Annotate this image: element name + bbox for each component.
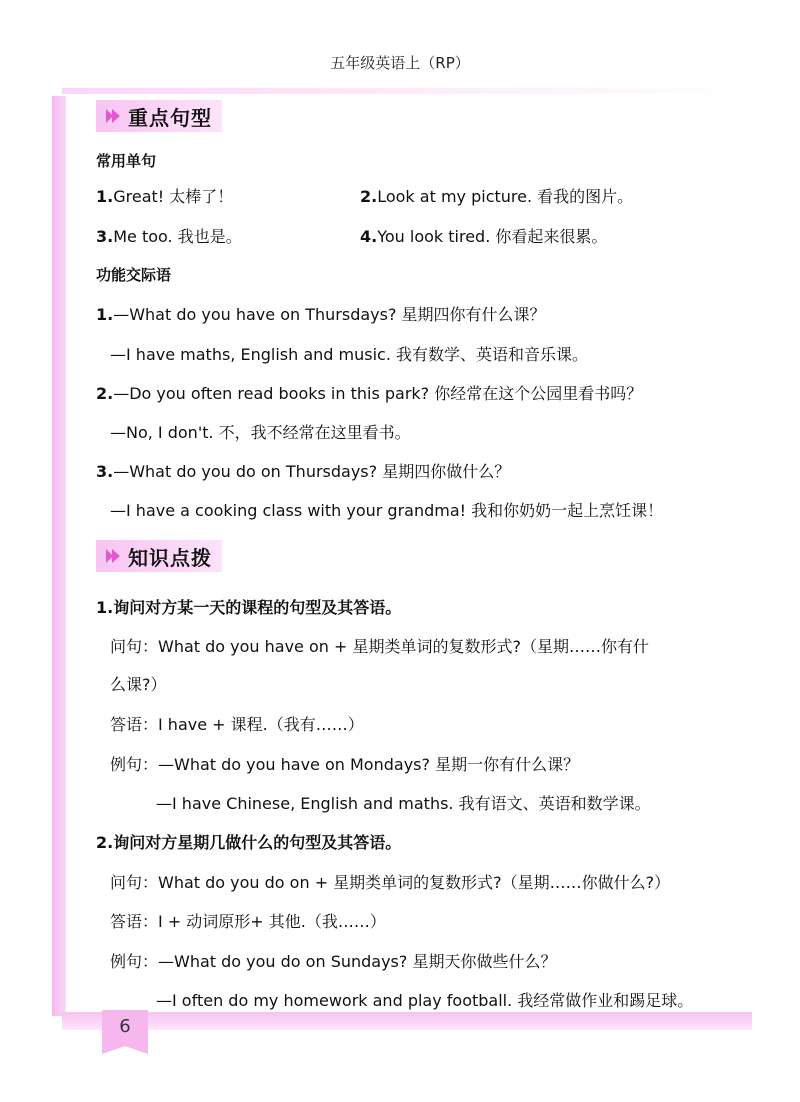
card-left-edge	[52, 96, 66, 1016]
english-text: —Do you often read books in this park?	[113, 384, 430, 403]
play-arrow-icon	[104, 107, 122, 125]
pattern-answer: 答语：I + 动词原形+ 其他.（我……）	[110, 912, 386, 931]
pattern-question: 问句：What do you have on + 星期类单词的复数形式?（星期……你有什	[110, 637, 649, 656]
chinese-text: 看我的图片。	[537, 187, 634, 206]
example-answer: —I have Chinese, English and maths. 我有语文、英语和数学课。	[156, 794, 651, 813]
chinese-text: 你看起来很累。	[495, 227, 608, 246]
dialog-answer	[110, 342, 588, 365]
english-text: —What do you do on Thursdays?	[113, 462, 378, 481]
item-number: 3.	[96, 227, 114, 246]
chinese-text: 不，我不经常在这里看书。	[218, 423, 411, 442]
dialog-question	[96, 459, 510, 482]
item-number: 1.	[96, 187, 114, 206]
example-answer: —I often do my homework and play football. 我经常做作业和踢足球。	[156, 991, 694, 1010]
subheading-common-sentences: 常用单句	[96, 152, 157, 170]
pattern-question-cont: 么课?）	[110, 675, 167, 694]
english-text: Me too.	[113, 227, 173, 246]
pattern-question: 问句：What do you do on + 星期类单词的复数形式?（星期……你做什么?）	[110, 873, 671, 892]
play-arrow-icon	[104, 547, 122, 565]
english-text: Great!	[113, 187, 165, 206]
dialog-answer	[110, 420, 411, 443]
chinese-text: 我也是。	[177, 227, 242, 246]
chinese-text: 星期四你有什么课？	[401, 305, 546, 324]
item-number: 2.	[360, 187, 378, 206]
point-heading: 2.询问对方星期几做什么的句型及其答语。	[96, 833, 402, 852]
section-title-knowledge	[96, 540, 222, 572]
english-text: —I have maths, English and music.	[110, 345, 391, 364]
item-number: 3.	[96, 462, 114, 481]
sentence-item	[96, 184, 233, 207]
english-text: —I have a cooking class with your grandma!	[110, 501, 467, 520]
section-title-key-patterns	[96, 100, 222, 132]
english-text: —What do you have on Thursdays?	[113, 305, 397, 324]
dialog-question	[96, 381, 642, 404]
chinese-text: 我和你奶奶一起上烹饪课！	[471, 501, 664, 520]
chinese-text: 我有数学、英语和音乐课。	[396, 345, 589, 364]
dialog-answer	[110, 498, 663, 521]
subheading-functional: 功能交际语	[96, 266, 172, 284]
english-text: —No, I don't.	[110, 423, 214, 442]
section-title-text: 知识点拨	[128, 545, 212, 570]
page-number: 6	[119, 1016, 131, 1037]
chinese-text: 星期四你做什么？	[382, 462, 511, 481]
section-title-text: 重点句型	[128, 105, 212, 130]
pattern-answer: 答语：I have + 课程.（我有……）	[110, 715, 364, 734]
sentence-item	[360, 184, 633, 207]
sentence-item	[360, 224, 607, 247]
point-heading: 1.询问对方某一天的课程的句型及其答语。	[96, 598, 402, 617]
dialog-question	[96, 302, 546, 325]
item-number: 1.	[96, 305, 114, 324]
example-question: 例句：—What do you do on Sundays? 星期天你做些什么？	[110, 952, 557, 971]
chinese-text: 太棒了！	[169, 187, 234, 206]
english-text: You look tired.	[377, 227, 491, 246]
running-header: 五年级英语上（RP）	[330, 54, 470, 72]
card-bottom-edge	[62, 1012, 752, 1030]
chinese-text: 你经常在这个公园里看书吗？	[434, 384, 643, 403]
sentence-item	[96, 224, 242, 247]
english-text: Look at my picture.	[377, 187, 533, 206]
item-number: 2.	[96, 384, 114, 403]
item-number: 4.	[360, 227, 378, 246]
example-question: 例句：—What do you have on Mondays? 星期一你有什么课？	[110, 755, 580, 774]
